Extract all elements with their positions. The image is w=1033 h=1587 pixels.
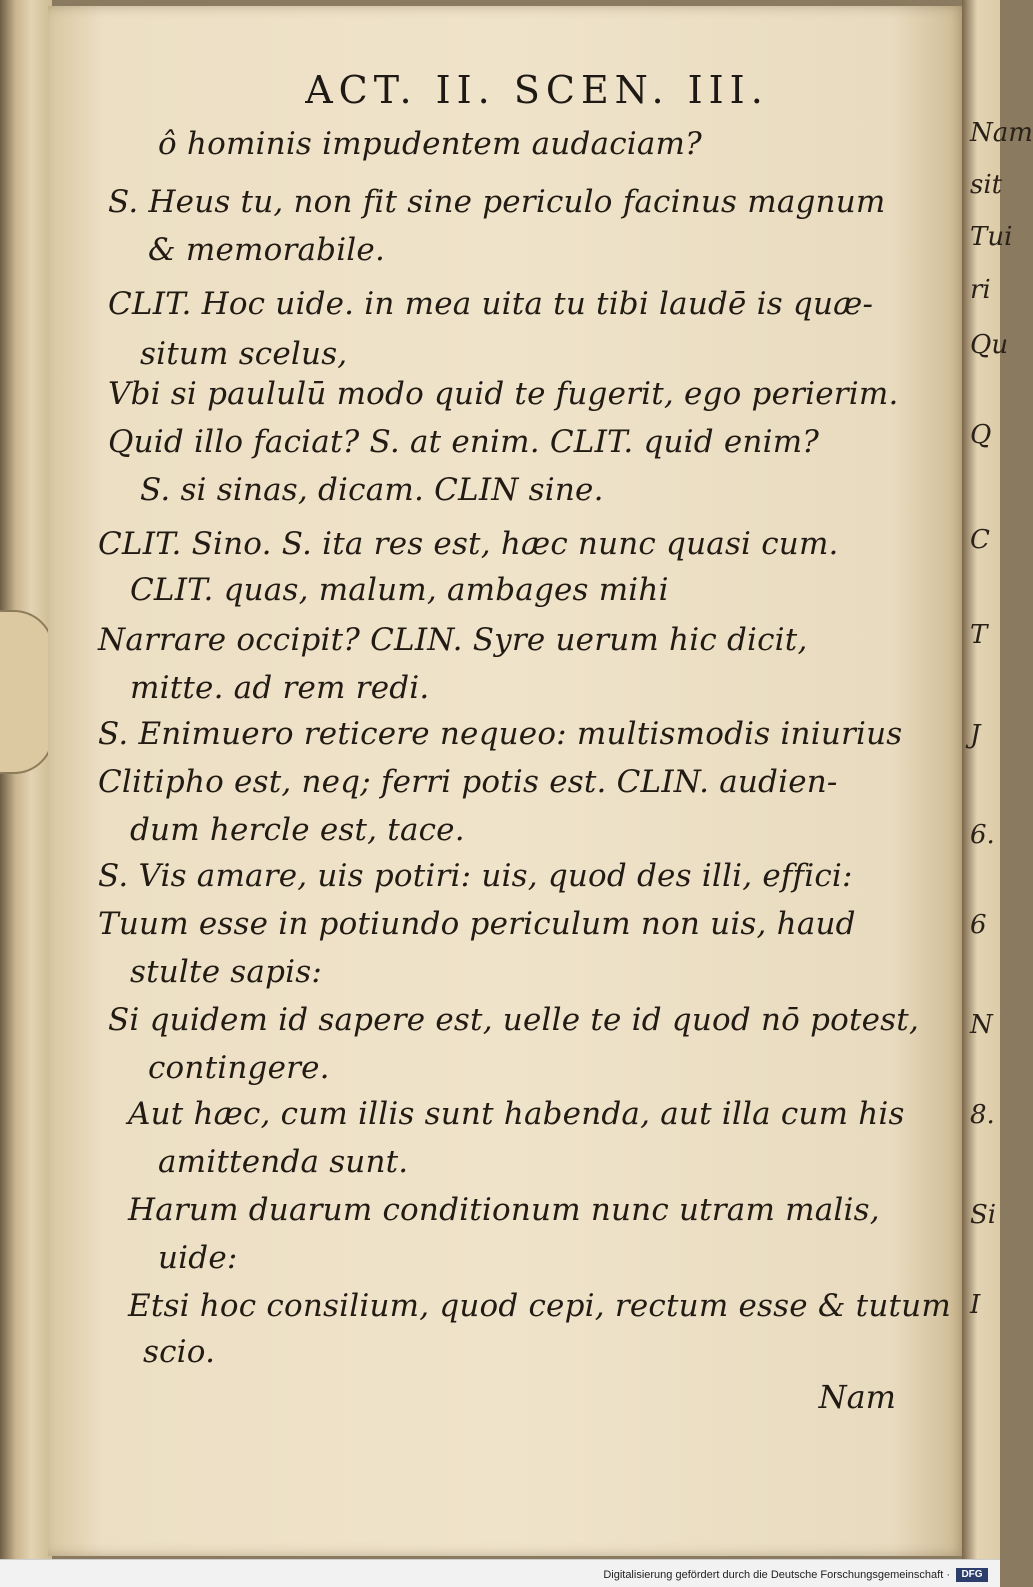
- footer-bar: [0, 1559, 1000, 1587]
- next-page-fragment: T: [970, 620, 988, 650]
- next-page-edge: [962, 0, 1033, 1560]
- text-line: mitte. ad rem redi.: [130, 670, 430, 706]
- text-line: uide:: [158, 1240, 238, 1276]
- text-line: S. Vis amare, uis potiri: uis, quod des illi, effici:: [98, 858, 853, 894]
- text-line: CLIT. Sino. S. ita res est, hæc nunc quasi cum.: [98, 526, 839, 562]
- next-page-fragment: J: [970, 720, 981, 750]
- next-page-fragment: Qu: [970, 330, 1009, 360]
- dfg-logo-icon: DFG: [956, 1568, 988, 1582]
- next-page-fragment: Tui: [970, 222, 1013, 252]
- text-line: amittenda sunt.: [158, 1144, 409, 1180]
- next-page-fragment: 6: [970, 910, 987, 940]
- text-line: dum hercle est, tace.: [130, 812, 465, 848]
- next-page-fragment: 8.: [970, 1100, 995, 1130]
- next-page-fragment: Si: [970, 1200, 997, 1230]
- text-line: scio.: [143, 1334, 216, 1370]
- text-line: situm scelus,: [140, 336, 348, 372]
- text-line: contingere.: [148, 1050, 330, 1086]
- text-line: Vbi si paululū modo quid te fugerit, ego perierim.: [108, 376, 899, 412]
- next-page-fragment: sit: [970, 170, 1003, 200]
- next-page-fragment: N: [970, 1010, 993, 1040]
- text-line: Aut hæc, cum illis sunt habenda, aut illa cum his: [128, 1096, 905, 1132]
- text-line: stulte sapis:: [130, 954, 323, 990]
- text-line: ô hominis impudentem audaciam?: [158, 126, 702, 162]
- book-edge-left: [0, 0, 52, 1560]
- text-line: S. Heus tu, non fit sine periculo facinus magnum: [108, 184, 886, 220]
- text-line: Quid illo faciat? S. at enim. CLIT. quid enim?: [108, 424, 820, 460]
- text-line: Tuum esse in potiundo periculum non uis, haud: [98, 906, 856, 942]
- funding-credit: Digitalisierung gefördert durch die Deutsche Forschungsgemeinschaft ·: [603, 1569, 950, 1581]
- text-line: Narrare occipit? CLIN. Syre uerum hic dicit,: [98, 622, 808, 658]
- book-clasp: [0, 610, 54, 774]
- catchword: Nam: [818, 1378, 896, 1416]
- next-page-fragment: Q: [970, 420, 992, 450]
- text-line: Clitipho est, neq; ferri potis est. CLIN. audien-: [98, 764, 838, 800]
- text-line: Si quidem id sapere est, uelle te id quod nō potest,: [108, 1002, 919, 1038]
- text-line: CLIT. Hoc uide. in mea uita tu tibi laudē is quæ-: [108, 286, 874, 322]
- text-line: Harum duarum conditionum nunc utram malis,: [128, 1192, 880, 1228]
- next-page-fragment: I: [970, 1290, 981, 1320]
- text-line: S. Enimuero reticere nequeo: multismodis iniurius: [98, 716, 903, 752]
- text-line: CLIT. quas, malum, ambages mihi: [130, 572, 669, 608]
- running-head: ACT. II. SCEN. III.: [305, 68, 769, 112]
- next-page-fragment: 6.: [970, 820, 995, 850]
- book-page: [48, 6, 966, 1556]
- next-page-fragment: C: [970, 525, 990, 555]
- next-page-fragment: ri: [970, 275, 991, 305]
- text-line: Etsi hoc consilium, quod cepi, rectum esse & tutum: [128, 1288, 951, 1324]
- next-page-fragment: Nam: [970, 118, 1033, 148]
- text-line: S. si sinas, dicam. CLIN sine.: [140, 472, 604, 508]
- text-line: & memorabile.: [148, 232, 386, 268]
